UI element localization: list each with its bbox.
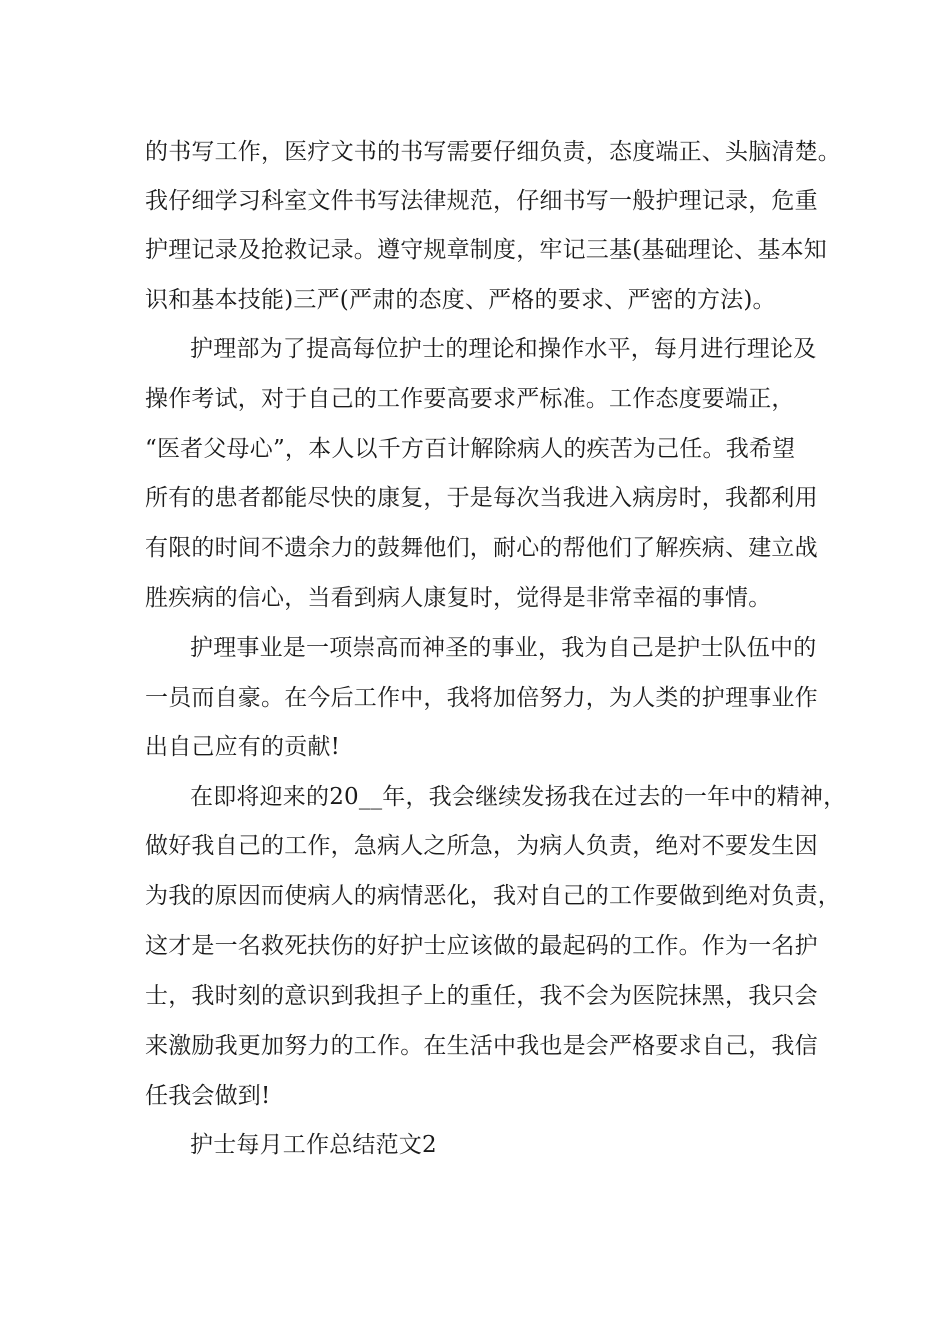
text-line: 一员而自豪。在今后工作中，我将加倍努力，为人类的护理事业作 — [145, 685, 818, 711]
text-line: 操作考试，对于自己的工作要高要求严标准。工作态度要端正， — [145, 386, 795, 412]
text-line: 这才是一名救死扶伤的好护士应该做的最起码的工作。作为一名护 — [145, 933, 818, 959]
text-line: 做好我自己的工作，急病人之所急，为病人负责，绝对不要发生因 — [145, 833, 818, 859]
text-line: 我仔细学习科室文件书写法律规范，仔细书写一般护理记录，危重 — [145, 188, 818, 214]
paragraph-first-line: 在即将迎来的20__年，我会继续发扬我在过去的一年中的精神， — [190, 784, 847, 810]
paragraph-first-line: 护理事业是一项崇高而神圣的事业，我为自己是护士队伍中的 — [190, 635, 817, 661]
text-line: 护理记录及抢救记录。遵守规章制度，牢记三基(基础理论、基本知 — [145, 237, 827, 263]
text-line: 为我的原因而使病人的病情恶化，我对自己的工作要做到绝对负责， — [145, 883, 841, 909]
text-line: “医者父母心”，本人以千方百计解除病人的疾苦为己任。我希望 — [145, 436, 796, 462]
text-line: 来激励我更加努力的工作。在生活中我也是会严格要求自己，我信 — [145, 1033, 818, 1059]
text-line: 有限的时间不遗余力的鼓舞他们，耐心的帮他们了解疾病、建立战 — [145, 535, 818, 561]
text-line: 胜疾病的信心，当看到病人康复时，觉得是非常幸福的事情。 — [145, 585, 772, 611]
text-line: 的书写工作，医疗文书的书写需要仔细负责，态度端正、头脑清楚。 — [145, 139, 841, 165]
text-line: 识和基本技能)三严(严肃的态度、严格的要求、严密的方法)。 — [145, 287, 776, 313]
text-line: 所有的患者都能尽快的康复，于是每次当我进入病房时，我都利用 — [145, 485, 818, 511]
paragraph-first-line: 护理部为了提高每位护士的理论和操作水平，每月进行理论及 — [190, 336, 817, 362]
text-line: 任我会做到! — [145, 1083, 271, 1109]
section-heading: 护士每月工作总结范文2 — [190, 1132, 437, 1158]
text-line: 士，我时刻的意识到我担子上的重任，我不会为医院抹黑，我只会 — [145, 983, 818, 1009]
text-line: 出自己应有的贡献! — [145, 734, 341, 760]
